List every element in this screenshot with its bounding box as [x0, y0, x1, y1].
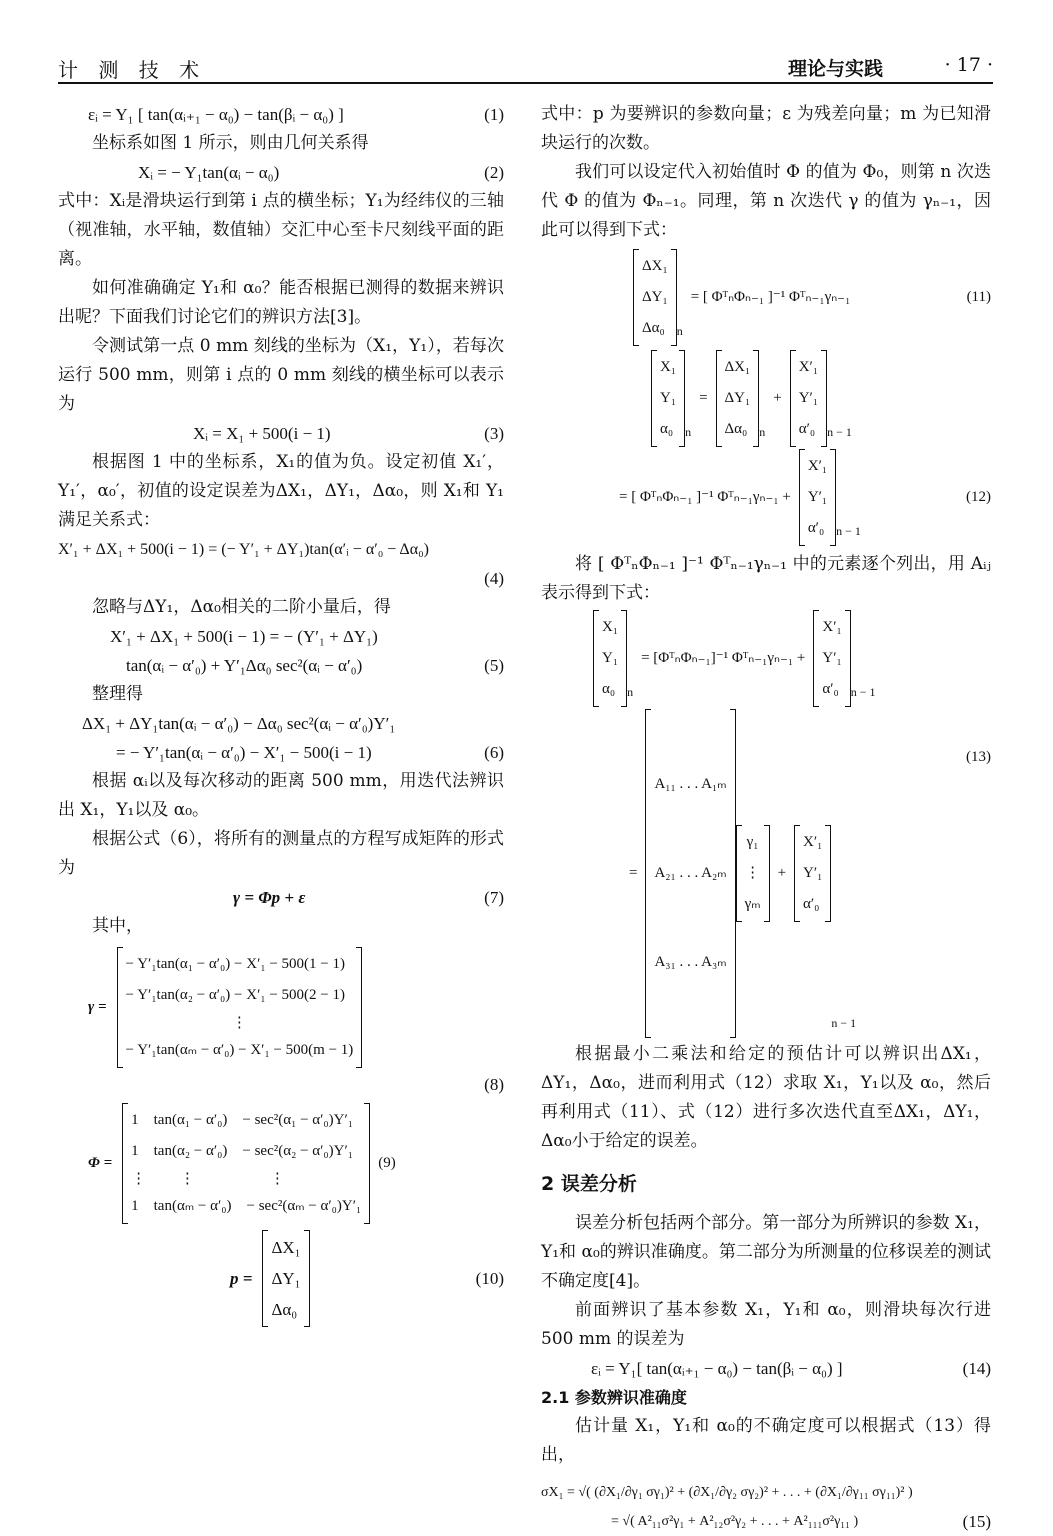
matrix-row: Δα₀	[271, 1300, 298, 1319]
equation-7	[58, 883, 504, 912]
equation-8-number: (8)	[484, 1075, 504, 1094]
equation-12b	[541, 449, 991, 546]
subscript: n	[759, 425, 766, 439]
equation-14-number: (14)	[962, 1359, 991, 1378]
equation-12a	[541, 350, 991, 447]
x-prime-vector	[790, 350, 827, 447]
equation-11-number: (11)	[966, 289, 991, 305]
equation-5-line-1: X′₁ + ΔX₁ + 500(i − 1) = − (Y′₁ + ΔY₁)	[110, 627, 378, 646]
matrix-row: Y′₁	[803, 865, 823, 881]
matrix-row: γ₁	[746, 834, 759, 850]
equation-7-number: (7)	[484, 888, 504, 907]
matrix-row: ΔY₁	[724, 390, 751, 406]
matrix-row: A₂₁ . . . A₂ₘ	[654, 865, 727, 881]
matrix-row: X′₁	[798, 359, 819, 375]
matrix-row: − Y′₁tan(αₘ − α′₀) − X′₁ − 500(m − 1)	[125, 1042, 354, 1058]
equation-15-number: (15)	[962, 1512, 991, 1531]
matrix-row: Y′₁	[807, 489, 828, 505]
paragraph: 将 [ ΦᵀₙΦₙ₋₁ ]⁻¹ Φᵀₙ₋₁γₙ₋₁ 中的元素逐个列出，用 Aᵢⱼ表示得到下式：	[541, 554, 991, 603]
gamma-matrix	[117, 947, 363, 1068]
equation-9	[58, 1103, 504, 1224]
paragraph: 根据最小二乘法和给定的预估计可以辨识出ΔX₁，ΔY₁，Δα₀，进而利用式（12）求取 X₁，Y₁以及 α₀，然后再利用式（11）、式（12）进行多次迭代直至ΔX₁，ΔY₁，Δα₀小于给定的误差。	[541, 1044, 991, 1151]
left-column	[58, 100, 504, 1327]
equation-6-line-1: ΔX₁ + ΔY₁tan(αᵢ − α′₀) − Δα₀ sec²(αᵢ − α′₀)Y′₁	[82, 714, 396, 733]
matrix-row: A₃₁ . . . A₃ₘ	[654, 954, 727, 970]
matrix-row: γₘ	[744, 896, 761, 912]
matrix-row: α′₀	[822, 681, 839, 697]
equation-5	[58, 622, 504, 680]
paragraph: 误差分析包括两个部分。第一部分为所辨识的参数 X₁，Y₁和 α₀的辨识准确度。第二部分为所测量的位移误差的测试不确定度[4]。	[541, 1213, 991, 1291]
equals-sign: =	[699, 390, 708, 406]
matrix-row: 1 tan(α₁ − α′₀) − sec²(α₁ − α′₀)Y′₁	[131, 1112, 353, 1128]
subscript: n	[627, 685, 634, 699]
matrix-row: ΔX₁	[642, 258, 668, 274]
equation-15	[541, 1478, 991, 1536]
matrix-row: ⋮ ⋮ ⋮	[131, 1171, 285, 1187]
paragraph: 根据公式（6），将所有的测量点的方程写成矩阵的形式为	[58, 829, 504, 878]
equation-10-number: (10)	[475, 1269, 504, 1288]
matrix-row: ΔX₁	[271, 1238, 301, 1257]
equation-13-number: (13)	[966, 749, 991, 765]
matrix-row: ΔY₁	[642, 289, 668, 305]
paragraph: 忽略与ΔY₁，Δα₀相关的二阶小量后，得	[92, 597, 391, 617]
equation-2	[58, 158, 504, 187]
matrix-row: X₁	[660, 359, 677, 375]
page-header	[58, 50, 993, 86]
subscript: n	[676, 324, 683, 338]
phi-symbol: Φ =	[88, 1155, 113, 1171]
plus-sign: +	[777, 865, 787, 881]
x-prime-vector	[799, 449, 836, 546]
paragraph: 前面辨识了基本参数 X₁，Y₁和 α₀，则滑块每次行进 500 mm 的误差为	[541, 1300, 991, 1349]
matrix-row: α′₀	[807, 520, 825, 536]
delta-vector	[716, 350, 760, 447]
equation-4-body: X′₁ + ΔX₁ + 500(i − 1) = (− Y′₁ + ΔY₁)tan(α′ᵢ − α′₀ − Δα₀)	[58, 541, 429, 558]
subscript: n	[685, 425, 692, 439]
equation-11	[541, 249, 991, 346]
section-title: 理论与实践	[787, 58, 883, 80]
paragraph: 坐标系如图 1 所示，则由几何关系得	[92, 133, 369, 153]
matrix-row: − Y′₁tan(α₁ − α′₀) − X′₁ − 500(1 − 1)	[125, 956, 345, 972]
equation-5-number: (5)	[484, 656, 504, 675]
equation-8-number-line	[58, 1070, 504, 1099]
matrix-row: 1 tan(αₘ − α′₀) − sec²(αₘ − α′₀)Y′₁	[131, 1198, 362, 1214]
equation-1-number: (1)	[484, 105, 504, 124]
equation-14	[541, 1354, 991, 1383]
equation-5-line-2: tan(αᵢ − α′₀) + Y′₁Δα₀ sec²(αᵢ − α′₀)	[126, 656, 363, 675]
equation-8	[58, 947, 504, 1068]
equation-13b	[541, 709, 991, 1038]
equation-15-line-1: σX₁ = √( (∂X₁/∂γ₁ σγ₁)² + (∂X₁/∂γ₂ σγ₂)² + . . . + (∂X₁/∂γ₁₁ σγ₁₁)² )	[541, 1485, 913, 1500]
equation-4-number: (4)	[484, 569, 504, 588]
paragraph: 我们可以设定代入初始值时 Φ 的值为 Φ₀，则第 n 次迭代 Φ 的值为 Φₙ₋₁。同理，第 n 次迭代 γ 的值为 γₙ₋₁，因此可以得到下式：	[541, 162, 991, 240]
right-column	[541, 100, 991, 1536]
phi-matrix	[122, 1103, 370, 1224]
paragraph: 式中：p 为要辨识的参数向量；ε 为残差向量；m 为已知滑块运行的次数。	[541, 104, 991, 153]
matrix-row: ⋮	[231, 1015, 247, 1031]
matrix-row: α′₀	[803, 896, 820, 912]
a-matrix	[645, 709, 735, 1038]
header-rule	[58, 82, 993, 84]
equation-1-body: εᵢ = Y₁ [ tan(αᵢ₊₁ − α₀) − tan(βᵢ − α₀) ]	[88, 105, 344, 124]
gamma-vector	[736, 825, 770, 922]
matrix-row: Y₁	[602, 650, 619, 666]
matrix-row: Y₁	[660, 390, 677, 406]
equation-11-rhs: = [ ΦᵀₙΦₙ₋₁ ]⁻¹ Φᵀₙ₋₁γₙ₋₁	[690, 289, 851, 305]
paragraph: 估计量 X₁，Y₁和 α₀的不确定度可以根据式（13）得出，	[541, 1416, 991, 1465]
equation-3	[58, 419, 504, 448]
matrix-row: ΔY₁	[271, 1269, 301, 1288]
subscript: n − 1	[850, 685, 876, 699]
journal-name: 计 测 技 术	[58, 58, 207, 82]
matrix-row: 1 tan(α₂ − α′₀) − sec²(α₂ − α′₀)Y′₁	[131, 1143, 353, 1159]
section-heading: 2 误差分析	[541, 1173, 637, 1195]
paragraph: 根据 αᵢ以及每次移动的距离 500 mm，用迭代法辨识出 X₁，Y₁以及 α₀。	[58, 771, 504, 820]
matrix-row: − Y′₁tan(α₂ − α′₀) − X′₁ − 500(2 − 1)	[125, 987, 345, 1003]
paragraph: 如何准确确定 Y₁和 α₀？能否根据已测得的数据来辨识出呢？下面我们讨论它们的辨识方法[3]。	[58, 278, 504, 327]
x-vector	[593, 610, 627, 707]
equation-15-line-2: = √( A²₁₁σ²γ₁ + A²₁₂σ²γ₂ + . . . + A²₁₁₁σ²γ₁₁ )	[611, 1514, 859, 1529]
matrix-row: ΔX₁	[724, 359, 751, 375]
p-symbol: p =	[230, 1269, 253, 1288]
paragraph: 根据图 1 中的坐标系，X₁的值为负。设定初值 X₁′，Y₁′，α₀′，初值的设定误差为ΔX₁，ΔY₁，Δα₀，则 X₁和 Y₁满足关系式：	[58, 452, 504, 530]
equation-6-number: (6)	[484, 743, 504, 762]
equation-13-middle: = [ΦᵀₙΦₙ₋₁]⁻¹ Φᵀₙ₋₁γₙ₋₁ +	[641, 650, 806, 666]
matrix-row: X′₁	[803, 834, 823, 850]
matrix-row: α₀	[660, 421, 674, 437]
equation-13a	[541, 610, 991, 707]
equation-10	[58, 1230, 504, 1327]
x-vector	[651, 350, 685, 447]
equation-12-rhs: = [ ΦᵀₙΦₙ₋₁ ]⁻¹ Φᵀₙ₋₁γₙ₋₁ +	[619, 489, 791, 505]
matrix-row: X′₁	[822, 619, 842, 635]
subsection-heading: 2.1 参数辨识准确度	[541, 1388, 687, 1407]
equation-2-number: (2)	[484, 163, 504, 182]
matrix-row: X′₁	[807, 458, 828, 474]
equation-3-body: Xᵢ = X₁ + 500(i − 1)	[193, 424, 331, 443]
equation-9-number: (9)	[378, 1155, 396, 1171]
equation-14-body: εᵢ = Y₁[ tan(αᵢ₊₁ − α₀) − tan(βᵢ − α₀) ]	[591, 1359, 843, 1378]
matrix-row: A₁₁ . . . A₁ₘ	[654, 776, 727, 792]
matrix-row: X₁	[602, 619, 619, 635]
matrix-row: Y′₁	[822, 650, 842, 666]
subscript: n − 1	[831, 1016, 857, 1030]
matrix-row: Δα₀	[724, 421, 748, 437]
page-number: · 17 ·	[944, 54, 993, 76]
paragraph: 整理得	[92, 684, 143, 704]
delta-vector	[633, 249, 677, 346]
gamma-symbol: γ =	[88, 999, 107, 1015]
p-vector	[262, 1230, 309, 1327]
equation-7-body: γ = Φp + ε	[233, 888, 306, 907]
equation-1	[58, 100, 504, 129]
equation-6	[58, 709, 504, 767]
matrix-row: α′₀	[798, 421, 816, 437]
matrix-row: α₀	[602, 681, 616, 697]
paragraph: 式中：Xᵢ是滑块运行到第 i 点的横坐标；Y₁为经纬仪的三轴（视准轴，水平轴，数值轴）交汇中心至卡尺刻线平面的距离。	[58, 191, 504, 269]
x-prime-vector	[794, 825, 831, 922]
plus-sign: +	[773, 390, 782, 406]
equation-6-line-2: = − Y′₁tan(αᵢ − α′₀) − X′₁ − 500(i − 1)	[116, 743, 372, 762]
equation-12-number: (12)	[966, 489, 991, 505]
subscript: n − 1	[827, 425, 852, 439]
equals-sign: =	[629, 865, 638, 881]
matrix-row: Δα₀	[642, 320, 665, 336]
paragraph: 令测试第一点 0 mm 刻线的坐标为（X₁，Y₁），若每次运行 500 mm，则第 i 点的 0 mm 刻线的横坐标可以表示为	[58, 336, 504, 414]
equation-4	[58, 535, 504, 593]
matrix-row: Y′₁	[798, 390, 819, 406]
equation-3-number: (3)	[484, 424, 504, 443]
x-prime-vector	[813, 610, 850, 707]
matrix-row: ⋮	[745, 865, 761, 881]
subscript: n − 1	[836, 524, 861, 538]
equation-2-body: Xᵢ = − Y₁tan(αᵢ − α₀)	[138, 163, 280, 182]
paragraph: 其中，	[92, 916, 143, 936]
